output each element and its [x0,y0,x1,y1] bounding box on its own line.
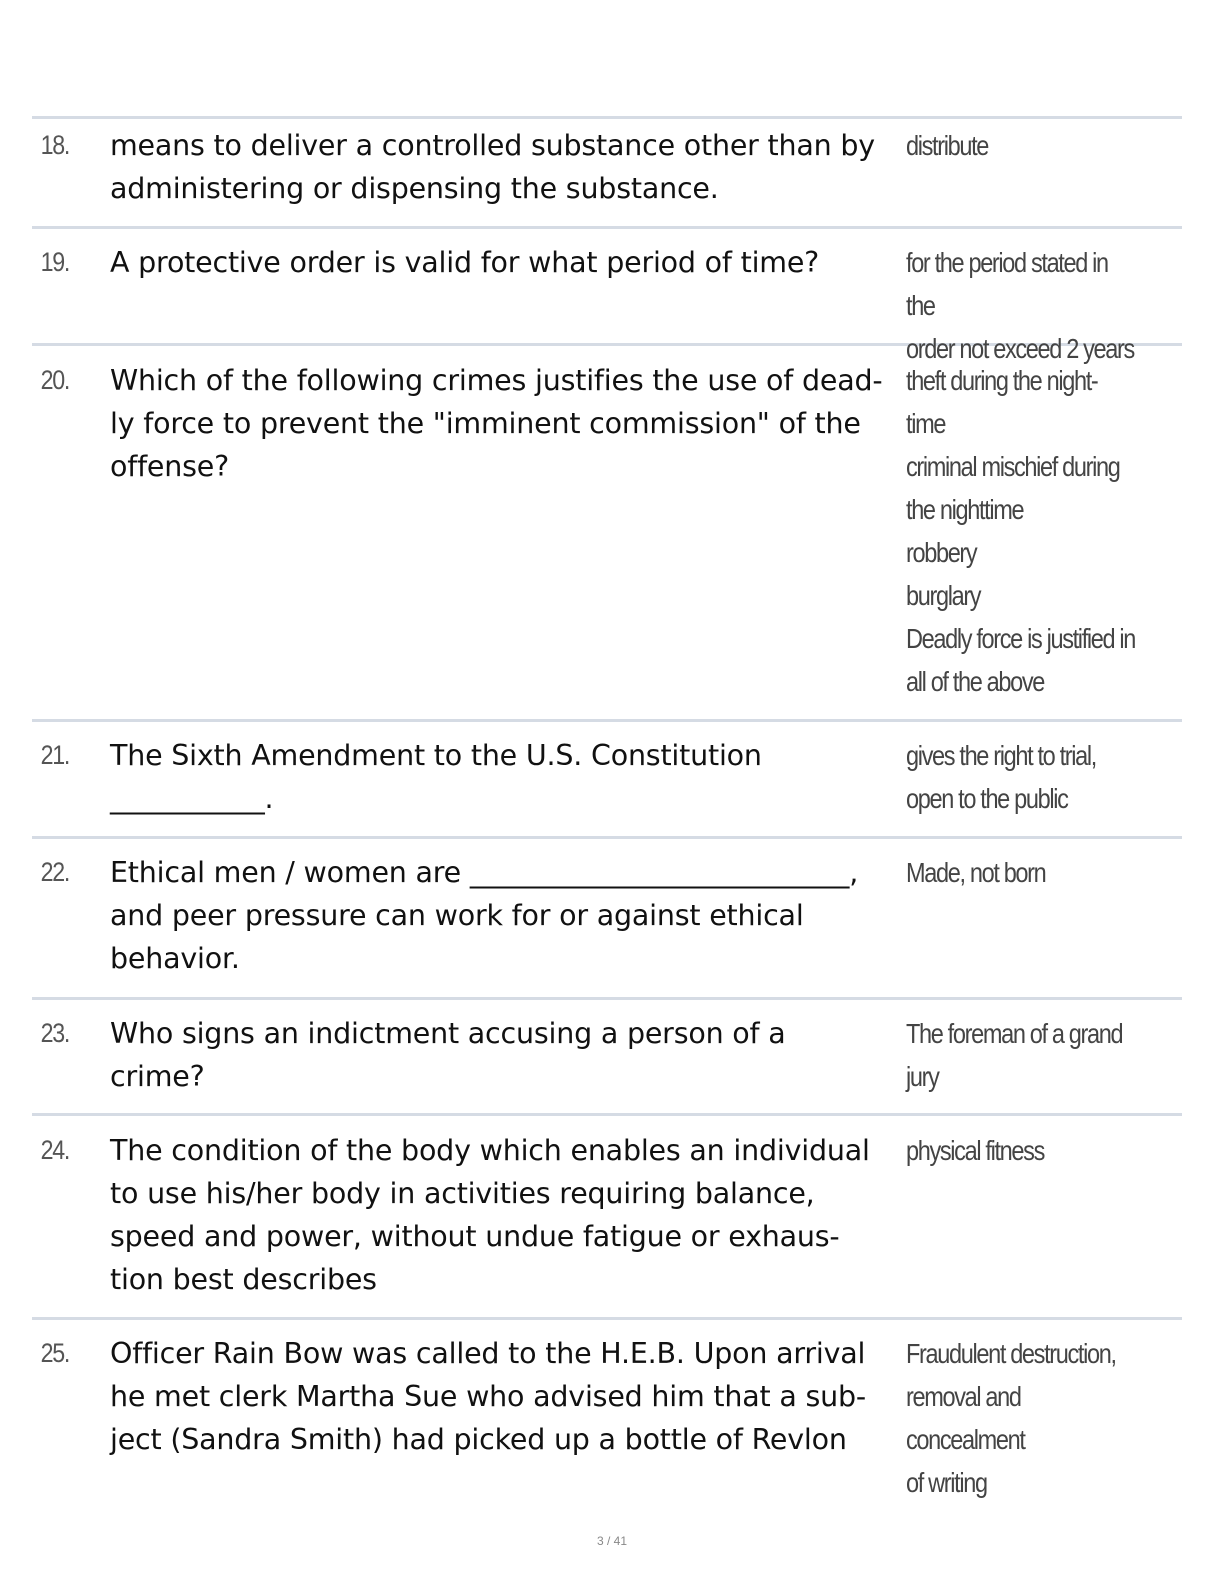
answer-text: Made, not born [906,857,1046,888]
question-number: 22. [40,857,70,887]
question-text: Officer Rain Bow was called to the H.E.B. Upon arrival he met clerk Martha Sue who advised him that a sub- ject (Sandra Smith) had picked up a bottle of Revlon [110,1337,866,1456]
question-text: A protective order is valid for what period of time? [110,246,820,279]
table-row [32,116,1182,226]
question-number: 23. [40,1018,70,1048]
question-number: 21. [40,740,70,770]
question-number: 25. [40,1338,70,1368]
table-row [32,719,1182,836]
table-row [32,997,1182,1113]
answer-text: The foreman of a grand jury [906,1018,1123,1092]
question-text: The condition of the body which enables an individual to use his/her body in activities requiring balance, speed and power, without undue fatigue or exhaus- tion best describes [110,1134,870,1296]
answer-text: physical fitness [906,1135,1044,1166]
question-text: Which of the following crimes justifies the use of dead- ly force to prevent the "imminent commission" of the offense? [110,364,883,483]
answer-text: theft during the night- time criminal mischief during the nighttime robbery burglary Deadly force is justified in all of the above [906,365,1136,697]
qa-table [32,116,1182,1498]
table-row [32,226,1182,364]
answer-text: Fraudulent destruction, removal and concealment of writing [906,1338,1116,1498]
page-number: 3 / 41 [596,1534,628,1548]
question-number: 18. [40,130,70,160]
question-text: Who signs an indictment accusing a person of a crime? [110,1017,786,1093]
question-number: 24. [40,1135,70,1165]
question-number: 19. [40,247,70,277]
table-row [32,1113,1182,1317]
question-text: Ethical men / women are ___________________________, and peer pressure can work for or against ethical behavior. [110,856,859,975]
question-text: means to deliver a controlled substance other than by administering or dispensing the substance. [110,129,875,205]
answer-text: for the period stated in the order not exceed 2 years [906,247,1134,364]
question-number: 20. [40,365,70,395]
answer-text: gives the right to trial, open to the public [906,740,1096,814]
answer-text: distribute [906,130,989,161]
table-row [32,1317,1182,1498]
table-row [32,343,1182,719]
table-row [32,836,1182,997]
question-text: The Sixth Amendment to the U.S. Constitution ___________. [110,739,762,815]
